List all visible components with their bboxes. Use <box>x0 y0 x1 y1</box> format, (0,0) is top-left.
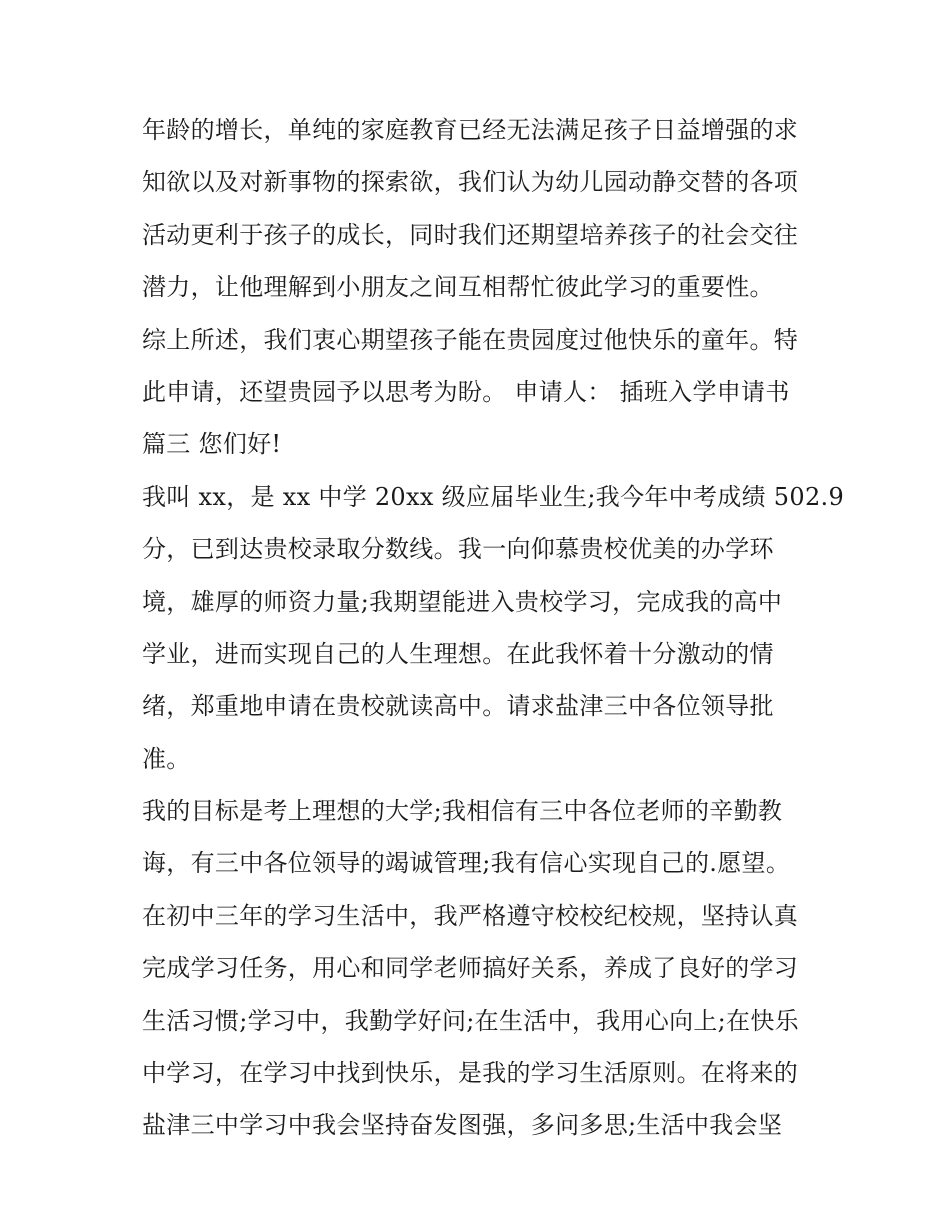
text-line: 知欲以及对新事物的探索欲，我们认为幼儿园动静交替的各项 <box>142 168 799 197</box>
text-line: 年龄的增长，单纯的家庭教育已经无法满足孩子日益增强的求 <box>142 116 799 144</box>
text-line: 在初中三年的学习生活中，我严格遵守校校纪校规，坚持认真 <box>142 901 799 930</box>
body-text <box>142 104 845 1152</box>
text-line: 综上所述，我们衷心期望孩子能在贵园度过他快乐的童年。特 <box>142 325 799 354</box>
text-line: 我的目标是考上理想的大学;我相信有三中各位老师的辛勤教 <box>142 797 783 826</box>
text-line: 学业，进而实现自己的人生理想。在此我怀着十分激动的情 <box>142 639 774 668</box>
text-line: 篇三 您们好! <box>142 430 282 459</box>
text-line: 准。 <box>142 744 191 773</box>
text-line: 生活习惯;学习中，我勤学好问;在生活中，我用心向上;在快乐 <box>142 1006 799 1035</box>
text-line: 此申请，还望贵园予以思考为盼。 申请人： 插班入学申请书 <box>142 377 790 406</box>
text-line: 活动更利于孩子的成长，同时我们还期望培养孩子的社会交往 <box>142 220 799 249</box>
text-line: 潜力，让他理解到小朋友之间互相帮忙彼此学习的重要性。 <box>142 273 774 302</box>
text-line: 分，已到达贵校录取分数线。我一向仰慕贵校优美的办学环 <box>142 535 774 564</box>
text-line: 盐津三中学习中我会坚持奋发图强，多问多思;生活中我会坚 <box>142 1111 783 1140</box>
text-line: 我叫 xx，是 xx 中学 20xx 级应届毕业生;我今年中考成绩 502.9 <box>142 482 845 511</box>
text-line: 绪，郑重地申请在贵校就读高中。请求盐津三中各位领导批 <box>142 692 774 721</box>
text-line: 中学习，在学习中找到快乐，是我的学习生活原则。在将来的 <box>142 1059 799 1088</box>
text-line: 完成学习任务，用心和同学老师搞好关系，养成了良好的学习 <box>142 954 799 983</box>
text-line: 境，雄厚的师资力量;我期望能进入贵校学习，完成我的高中 <box>142 587 783 616</box>
text-line: 诲，有三中各位领导的竭诚管理;我有信心实现自己的.愿望。 <box>142 849 791 878</box>
